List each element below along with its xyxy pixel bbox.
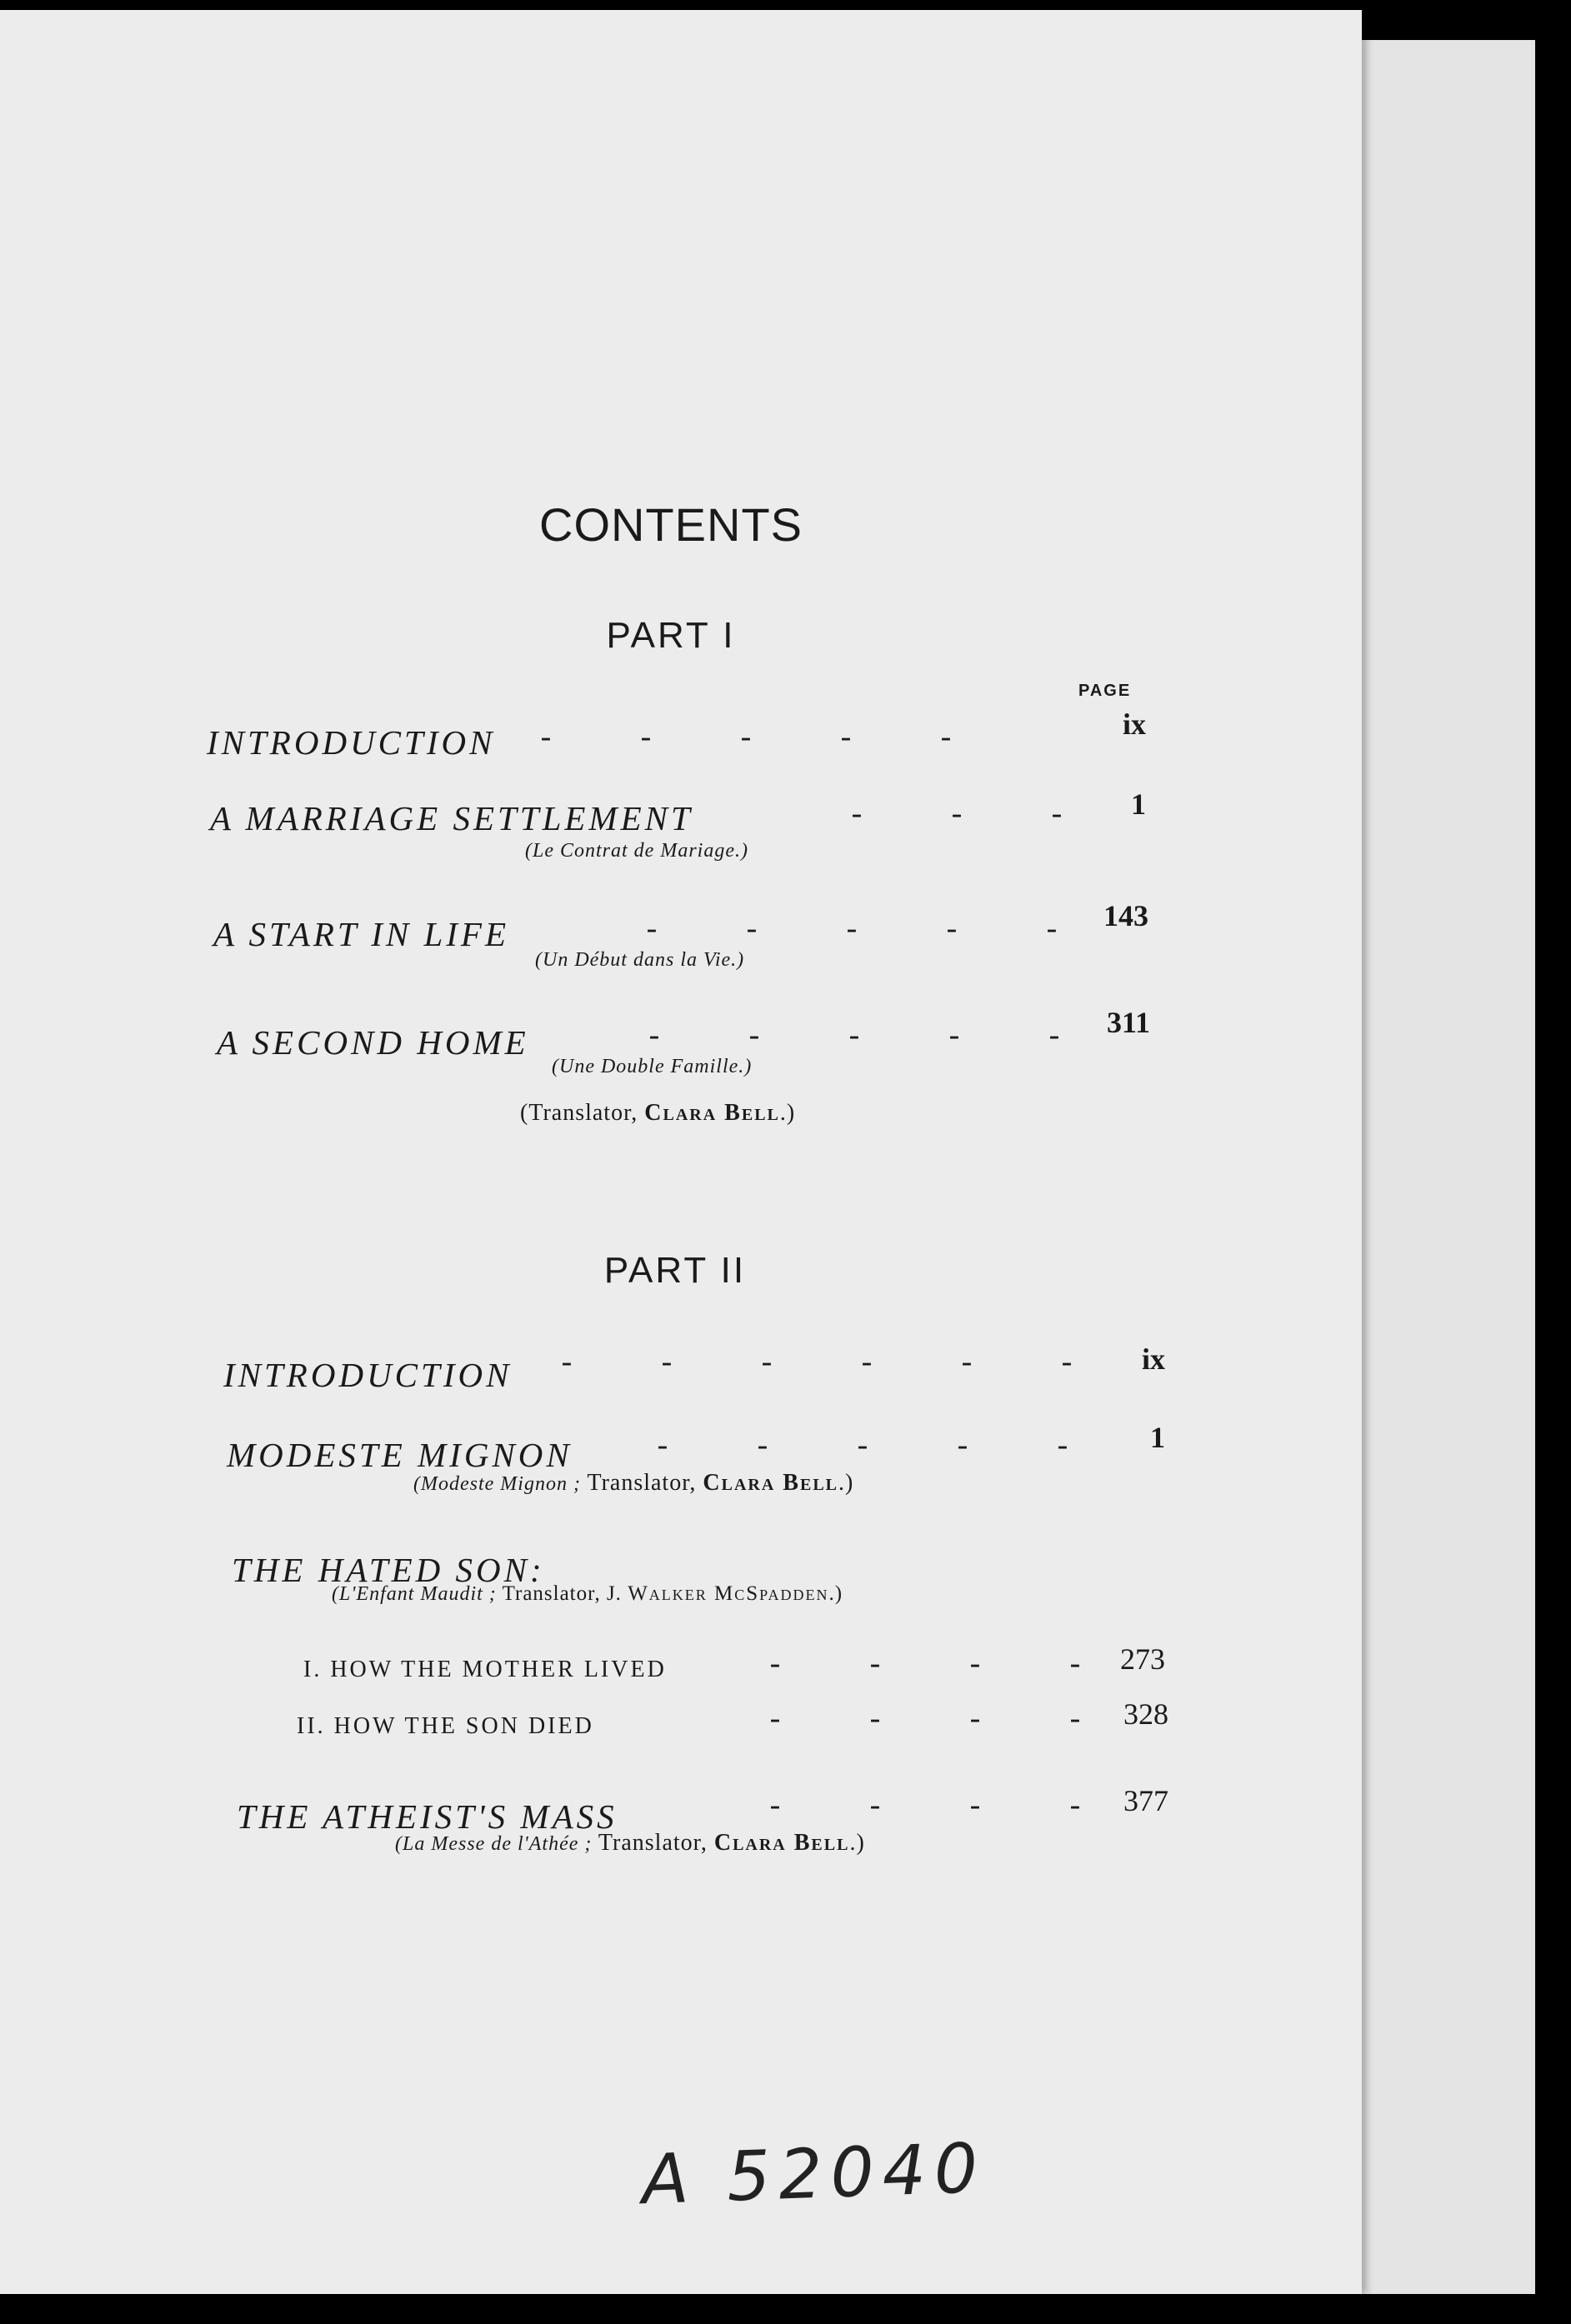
leader-dots: - - - - - - <box>561 1344 1073 1379</box>
toc-page-number: 377 <box>1123 1784 1168 1817</box>
translator-name: Clara Bell <box>713 1830 850 1856</box>
original-title: (Un Début dans la Vie.) <box>535 949 745 971</box>
translator-name: Clara Bell <box>703 1470 838 1496</box>
toc-subentry-title: II. HOW THE SON DIED <box>297 1713 594 1739</box>
toc-entry-title: INTRODUCTION <box>223 1356 513 1394</box>
toc-entry-title: A MARRIAGE SETTLEMENT <box>210 799 693 837</box>
translator-name: Clara Bell <box>644 1100 780 1126</box>
original-title: (La Messe de l'Athée ; <box>395 1833 593 1855</box>
toc-entry-title: THE HATED SON: <box>232 1551 545 1589</box>
toc-page-number: 1 <box>1150 1421 1165 1454</box>
leader-dots: - - - - - <box>646 911 1058 946</box>
toc-entry-title: MODESTE MIGNON <box>227 1436 573 1474</box>
toc-page-number: 311 <box>1106 1006 1150 1039</box>
toc-page-number: 328 <box>1123 1697 1168 1731</box>
original-title: (Modeste Mignon ; <box>413 1473 581 1495</box>
part-heading-2: PART II <box>603 1250 747 1291</box>
toc-page-number: 1 <box>1131 787 1146 821</box>
toc-subentry-title: I. HOW THE MOTHER LIVED <box>303 1657 667 1682</box>
page-column-label: PAGE <box>1078 682 1132 700</box>
translator-credit: (L'Enfant Maudit ; Translator, J. Walker McSpadden.) <box>332 1582 843 1605</box>
page-title: CONTENTS <box>539 498 803 551</box>
leader-dots: - - - - <box>769 1646 1081 1681</box>
toc-entry-title: A START IN LIFE <box>213 915 510 953</box>
translator-name: Walker McSpadden <box>628 1582 829 1605</box>
leader-dots: - - - - - <box>648 1017 1060 1052</box>
leader-dots: - - - - - <box>657 1427 1068 1462</box>
part-heading-1: PART I <box>606 615 736 656</box>
toc-page-number: ix <box>1141 1342 1165 1376</box>
toc-entry-title: INTRODUCTION <box>207 723 496 762</box>
leader-dots: - - - - <box>769 1701 1081 1736</box>
toc-entry-title: A SECOND HOME <box>217 1023 529 1062</box>
leader-dots: - - - - - <box>540 719 952 754</box>
translator-credit: (Modeste Mignon ; Translator, Clara Bell.) <box>413 1470 854 1496</box>
translator-credit: (Translator, Clara Bell.) <box>520 1100 796 1126</box>
original-title: (L'Enfant Maudit ; <box>332 1583 497 1605</box>
leader-dots: - - - <box>851 796 1063 831</box>
toc-page-number: 273 <box>1120 1642 1165 1676</box>
handwritten-accession-number: A 52040 <box>640 2128 988 2221</box>
toc-entry-title: THE ATHEIST'S MASS <box>237 1797 618 1836</box>
translator-credit: (La Messe de l'Athée ; Translator, Clara Bell.) <box>395 1830 865 1856</box>
leader-dots: - - - - <box>769 1787 1081 1822</box>
original-title: (Une Double Famille.) <box>552 1056 753 1077</box>
toc-page-number: ix <box>1122 707 1146 741</box>
original-title: (Le Contrat de Mariage.) <box>525 840 748 862</box>
toc-page-number: 143 <box>1103 899 1148 932</box>
book-page <box>0 10 1362 2294</box>
